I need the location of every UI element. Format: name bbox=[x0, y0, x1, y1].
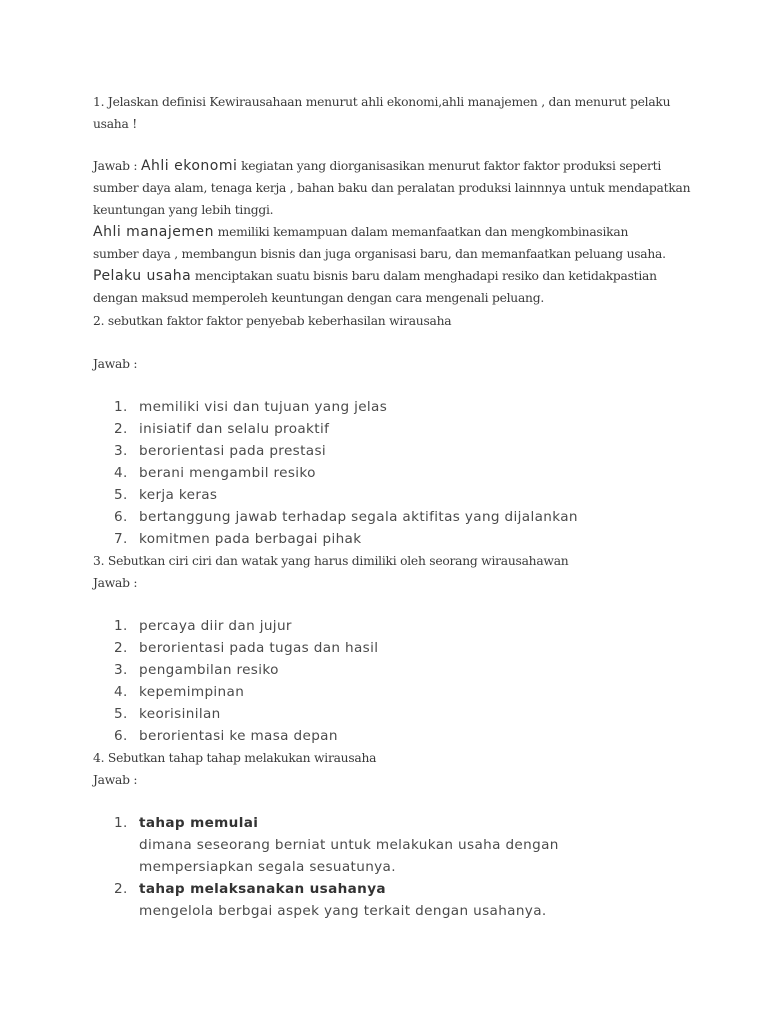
list-item: 2. tahap melaksanakan usahanya mengelola berbgai aspek yang terkait dengan usahanya. bbox=[93, 878, 693, 922]
stage-title: tahap melaksanakan usahanya bbox=[139, 881, 386, 897]
list-item: 3. berorientasi pada prestasi bbox=[114, 443, 327, 459]
ekonomi-text-2: sumber daya alam, tenaga kerja , bahan baku dan peralatan produksi lainnnya untuk mendapatkan bbox=[93, 181, 691, 195]
ekonomi-text-3: keuntungan yang lebih tinggi. bbox=[93, 203, 274, 217]
term-ahli-manajemen: Ahli manajemen bbox=[93, 224, 214, 240]
answer-1 bbox=[93, 155, 693, 309]
list-item: 1. percaya diir dan jujur bbox=[114, 618, 292, 634]
question-2: 2. sebutkan faktor faktor penyebab keberhasilan wirausaha bbox=[93, 314, 452, 328]
question-3: 3. Sebutkan ciri ciri dan watak yang harus dimiliki oleh seorang wirausahawan bbox=[93, 554, 569, 568]
ekonomi-text-1: kegiatan yang diorganisasikan menurut faktor faktor produksi seperti bbox=[241, 159, 662, 173]
answer-prefix: Jawab : bbox=[93, 159, 138, 173]
manajemen-text-2: sumber daya , membangun bisnis dan juga organisasi baru, dan memanfaatkan peluang usaha. bbox=[93, 247, 666, 261]
answer-2-prefix: Jawab : bbox=[93, 357, 138, 371]
list-item: 6. berorientasi ke masa depan bbox=[114, 728, 338, 744]
manajemen-text-1: memiliki kemampuan dalam memanfaatkan dan mengkombinasikan bbox=[217, 225, 629, 239]
list-item: 2. berorientasi pada tugas dan hasil bbox=[114, 640, 379, 656]
list-item: 6. bertanggung jawab terhadap segala aktifitas yang dijalankan bbox=[114, 509, 578, 525]
list-item: 5. keorisinilan bbox=[114, 706, 221, 722]
list-item: 2. inisiatif dan selalu proaktif bbox=[114, 421, 330, 437]
list-q4 bbox=[93, 812, 693, 922]
term-ahli-ekonomi: Ahli ekonomi bbox=[140, 158, 238, 174]
answer-1-pelaku-line-1 bbox=[93, 265, 693, 287]
list-item: 4. kepemimpinan bbox=[114, 684, 245, 700]
stage-desc: mempersiapkan segala sesuatunya. bbox=[139, 859, 396, 875]
pelaku-text-1: menciptakan suatu bisnis baru dalam menghadapi resiko dan ketidakpastian bbox=[194, 269, 657, 283]
term-pelaku-usaha: Pelaku usaha bbox=[93, 268, 192, 284]
list-item: 1. memiliki visi dan tujuan yang jelas bbox=[114, 399, 388, 415]
question-4: 4. Sebutkan tahap tahap melakukan wirausaha bbox=[93, 751, 377, 765]
stage-desc: mengelola berbgai aspek yang terkait dengan usahanya. bbox=[139, 903, 547, 919]
list-q3 bbox=[93, 615, 693, 747]
stage-title: tahap memulai bbox=[139, 815, 259, 831]
question-1-line-1: 1. Jelaskan definisi Kewirausahaan menurut ahli ekonomi,ahli manajemen , dan menurut pelaku bbox=[93, 95, 671, 109]
list-item: 3. pengambilan resiko bbox=[114, 662, 279, 678]
answer-1-manajemen-line-1 bbox=[93, 221, 693, 243]
answer-3-prefix: Jawab : bbox=[93, 576, 138, 590]
list-item: 4. berani mengambil resiko bbox=[114, 465, 316, 481]
question-1 bbox=[93, 91, 693, 135]
answer-4-prefix: Jawab : bbox=[93, 773, 138, 787]
list-item: 5. kerja keras bbox=[114, 487, 218, 503]
question-1-line-2: usaha ! bbox=[93, 117, 137, 131]
list-item: 1. tahap memulai dimana seseorang berniat untuk melakukan usaha dengan mempersiapkan segala sesuatunya. bbox=[93, 812, 693, 878]
list-item: 7. komitmen pada berbagai pihak bbox=[114, 531, 362, 547]
pelaku-text-2: dengan maksud memperoleh keuntungan dengan cara mengenali peluang. bbox=[93, 291, 545, 305]
list-q2 bbox=[93, 396, 693, 550]
stage-desc: dimana seseorang berniat untuk melakukan usaha dengan bbox=[139, 837, 559, 853]
answer-1-ekonomi-line-1 bbox=[93, 155, 693, 177]
